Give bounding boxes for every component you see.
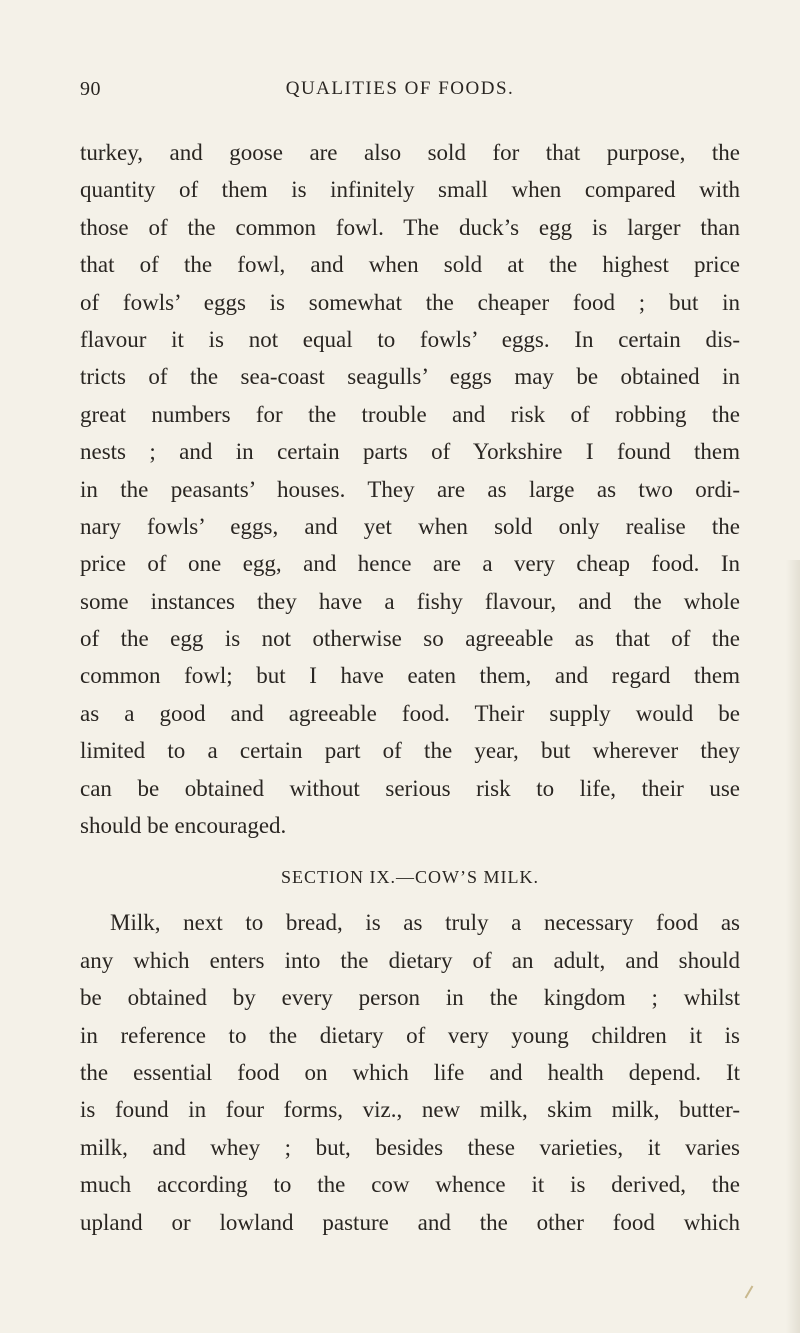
text-line: much according to the cow whence it is derived, the — [80, 1172, 740, 1198]
text-line: can be obtained without serious risk to life, their use — [80, 775, 740, 801]
text-line: Milk, next to bread, is as truly a necessary food as — [110, 910, 740, 936]
text-line: those of the common fowl. The duck’s egg is larger than — [80, 214, 740, 240]
body-text — [80, 134, 740, 1241]
running-head — [0, 78, 800, 108]
section-heading: SECTION IX.—COW’S MILK. — [281, 867, 539, 888]
text-line: tricts of the sea-coast seagulls’ eggs may be obtained in — [80, 364, 740, 390]
text-line: price of one egg, and hence are a very cheap food. In — [80, 551, 740, 577]
text-line: nary fowls’ eggs, and yet when sold only realise the — [80, 513, 740, 539]
text-line: limited to a certain part of the year, but wherever they — [80, 738, 740, 764]
text-line: is found in four forms, viz., new milk, skim milk, butter- — [80, 1097, 740, 1123]
paragraph-milk — [80, 904, 740, 1241]
text-line: nests ; and in certain parts of Yorkshire I found them — [80, 439, 740, 465]
text-line: upland or lowland pasture and the other food which — [80, 1209, 740, 1235]
paragraph-eggs — [80, 134, 740, 844]
text-line: the essential food on which life and health depend. It — [80, 1059, 740, 1085]
text-line: turkey, and goose are also sold for that purpose, the — [80, 140, 740, 165]
text-line: quantity of them is infinitely small when compared with — [80, 177, 740, 203]
text-line: some instances they have a fishy flavour, and the whole — [80, 588, 740, 614]
text-line: any which enters into the dietary of an adult, and should — [80, 947, 740, 973]
text-line: great numbers for the trouble and risk of robbing the — [80, 401, 740, 427]
page-number: 90 — [80, 78, 101, 100]
text-line: milk, and whey ; but, besides these varieties, it varies — [80, 1134, 740, 1160]
text-line: of fowls’ eggs is somewhat the cheaper food ; but in — [80, 289, 740, 315]
page-edge-shadow — [786, 560, 800, 1333]
text-line: common fowl; but I have eaten them, and regard them — [80, 663, 740, 689]
text-line: flavour it is not equal to fowls’ eggs. In certain dis- — [80, 326, 740, 352]
text-line: that of the fowl, and when sold at the highest price — [80, 252, 740, 278]
text-line: as a good and agreeable food. Their supply would be — [80, 700, 740, 726]
printer-mark — [745, 1285, 754, 1298]
text-line: in reference to the dietary of very young children it is — [80, 1022, 740, 1048]
text-line: should be encouraged. — [80, 813, 287, 839]
text-line: be obtained by every person in the kingdom ; whilst — [80, 985, 740, 1011]
running-title: QUALITIES OF FOODS. — [285, 78, 515, 99]
text-line: in the peasants’ houses. They are as large as two ordi- — [80, 476, 740, 502]
text-line: of the egg is not otherwise so agreeable as that of the — [80, 626, 740, 652]
